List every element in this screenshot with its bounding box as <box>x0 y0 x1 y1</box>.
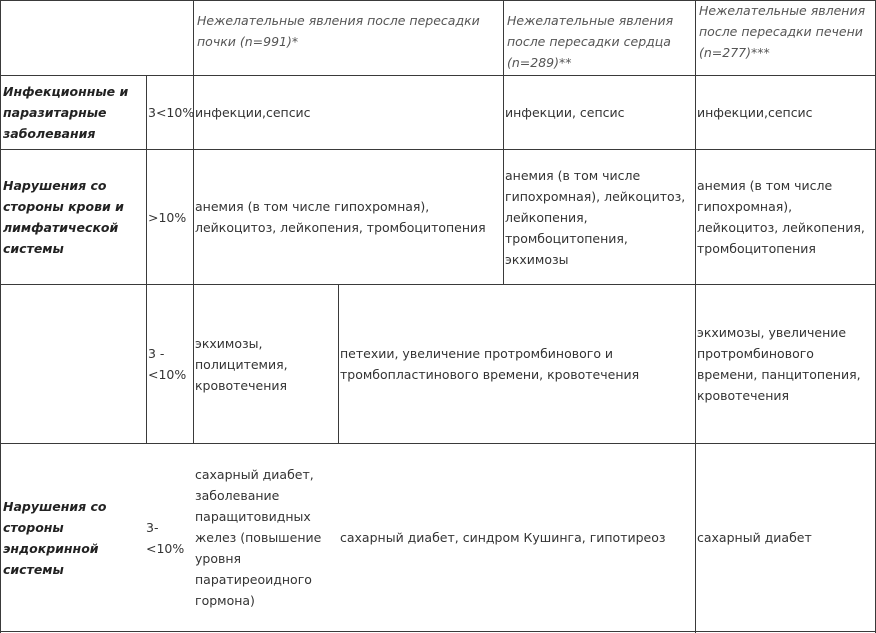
row-frequency: 3- <10% <box>146 519 185 556</box>
row-liver: сахарный диабет <box>697 530 812 545</box>
header-kidney-text: Нежелательные явления после пересадки почки (n=991)* <box>197 13 480 49</box>
header-kidney <box>194 10 503 74</box>
header-heart-text: Нежелательные явления после пересадки сердца (n=289)** <box>507 13 674 70</box>
row-frequency: >10% <box>148 209 187 225</box>
row-kidney: анемия (в том числе гипохромная), лейкоцитоз, лейкопения, тромбоцитопения <box>195 199 486 235</box>
row-heart: сахарный диабет, синдром Кушинга, гипотиреоз <box>340 530 666 545</box>
row-liver: экхимозы, увеличение протромбинового времени, панцитопения, кровотечения <box>697 325 861 403</box>
row-category: Нарушения со стороны крови и лимфатической системы <box>3 178 124 256</box>
header-heart <box>504 10 695 74</box>
row-kidney: инфекции,сепсис <box>195 105 311 120</box>
row-heart: анемия (в том числе гипохромная), лейкоцитоз, лейкопения, тромбоцитопения, экхимозы <box>505 167 686 267</box>
row-kidney: экхимозы, полицитемия, кровотечения <box>195 335 288 393</box>
row-border <box>0 631 876 632</box>
row-category: Инфекционные и паразитарные заболевания <box>3 84 129 141</box>
row-liver: анемия (в том числе гипохромная), лейкоцитоз, лейкопения, тромбоцитопения <box>697 178 865 256</box>
row-heart: инфекции, сепсис <box>505 105 625 120</box>
row-category <box>1 285 146 443</box>
row-liver: инфекции,сепсис <box>697 105 813 120</box>
row-frequency: 3<10% <box>148 105 195 120</box>
header-liver <box>696 0 874 74</box>
row-frequency: 3 - <10% <box>148 346 187 382</box>
row-category: Нарушения со стороны эндокринной системы <box>3 498 107 577</box>
header-liver-text: Нежелательные явления после пересадки печени (n=277)*** <box>699 3 866 60</box>
row-kidney: сахарный диабет, заболевание паращитовидных желез (повышение уровня паратиреоидного гормона) <box>195 467 322 608</box>
row-heart: петехии, увеличение протромбинового и тромбопластинового времени, кровотечения <box>340 346 640 382</box>
